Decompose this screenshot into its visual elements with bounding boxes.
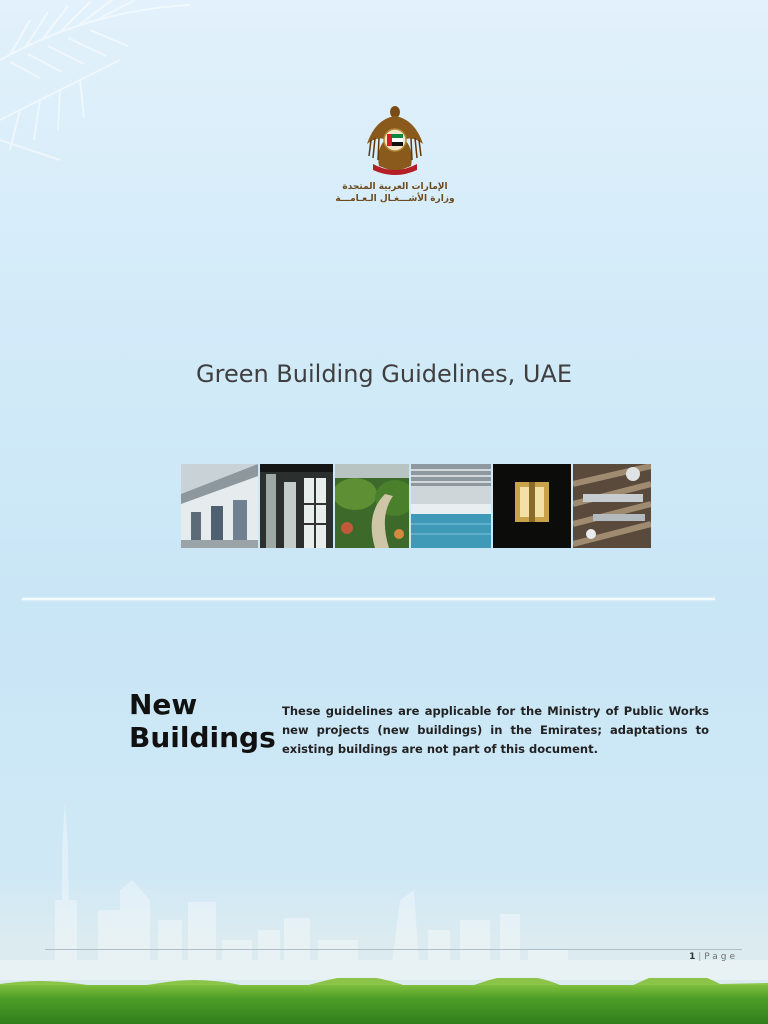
city-skyline-background bbox=[0, 790, 768, 990]
uae-falcon-emblem bbox=[365, 104, 425, 176]
grass-field bbox=[0, 985, 768, 1024]
building-facade-photo bbox=[181, 464, 258, 548]
page-label: Page bbox=[704, 952, 738, 962]
document-title: Green Building Guidelines, UAE bbox=[196, 360, 572, 388]
ministry-logo-text bbox=[330, 181, 460, 205]
section-divider bbox=[22, 598, 715, 600]
interior-windows-photo bbox=[260, 464, 333, 548]
section-heading-line1: New bbox=[129, 688, 198, 721]
section-description: These guidelines are applicable for the Ministry of Public Works new projects (new buildings) in the Emirates; adaptations to existing buildings are not part of this document. bbox=[282, 704, 709, 756]
section-heading bbox=[129, 688, 276, 754]
ceiling-ducts-photo bbox=[573, 464, 651, 548]
emblem-arabic-line2: وزارة الأشـــغـال الـعـامـــة bbox=[335, 194, 455, 204]
garden-path-photo bbox=[335, 464, 409, 548]
page-number: 1 bbox=[689, 952, 696, 962]
page-separator: | bbox=[698, 952, 702, 962]
section-heading-line2: Buildings bbox=[129, 721, 276, 754]
page-number-footer bbox=[689, 952, 738, 962]
emblem-arabic-line1: الإمارات العربية المتحدة bbox=[342, 182, 448, 192]
swimming-pool-photo bbox=[411, 464, 491, 548]
palm-leaf-decoration bbox=[0, 0, 200, 170]
lighting-fixture-photo bbox=[493, 464, 571, 548]
footer-rule bbox=[45, 949, 742, 950]
photo-strip bbox=[181, 464, 651, 548]
